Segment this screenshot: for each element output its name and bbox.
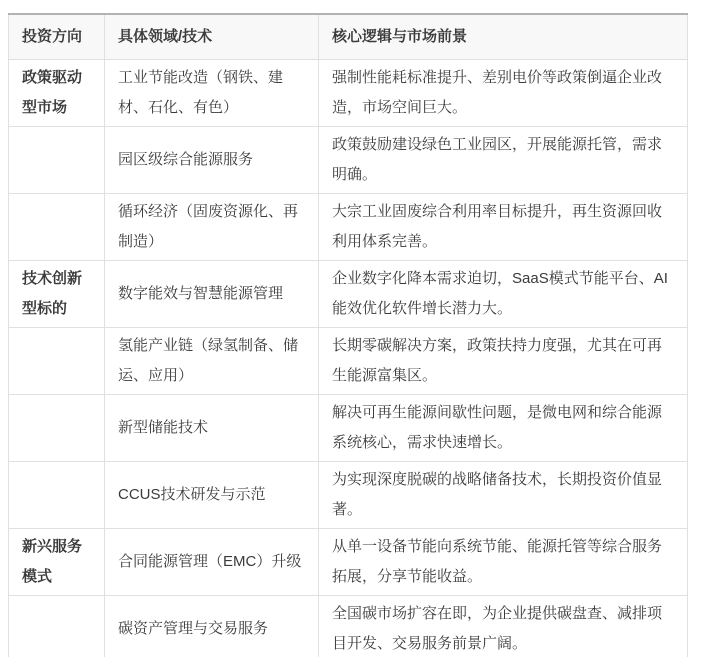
field-cell: CCUS技术研发与示范 (105, 462, 319, 529)
field-cell: 合同能源管理（EMC）升级 (105, 529, 319, 596)
category-cell (9, 127, 105, 194)
category-cell (9, 395, 105, 462)
header-cell-logic: 核心逻辑与市场前景 (319, 14, 688, 60)
table-row (9, 127, 688, 194)
table-row (9, 596, 688, 657)
table-row (9, 261, 688, 328)
logic-cell: 强制性能耗标准提升、差别电价等政策倒逼企业改造，市场空间巨大。 (319, 60, 688, 127)
table-row (9, 462, 688, 529)
table-row (9, 328, 688, 395)
category-cell (9, 328, 105, 395)
table-header-row (9, 14, 688, 60)
category-cell: 技术创新型标的 (9, 261, 105, 328)
table-row (9, 194, 688, 261)
header-cell-field: 具体领域/技术 (105, 14, 319, 60)
logic-cell: 从单一设备节能向系统节能、能源托管等综合服务拓展，分享节能收益。 (319, 529, 688, 596)
field-cell: 园区级综合能源服务 (105, 127, 319, 194)
logic-cell: 政策鼓励建设绿色工业园区，开展能源托管，需求明确。 (319, 127, 688, 194)
investment-table (8, 13, 688, 657)
field-cell: 碳资产管理与交易服务 (105, 596, 319, 657)
category-cell: 新兴服务模式 (9, 529, 105, 596)
category-cell (9, 596, 105, 657)
category-cell (9, 194, 105, 261)
table-row (9, 529, 688, 596)
logic-cell: 长期零碳解决方案，政策扶持力度强，尤其在可再生能源富集区。 (319, 328, 688, 395)
logic-cell: 大宗工业固废综合利用率目标提升，再生资源回收利用体系完善。 (319, 194, 688, 261)
logic-cell: 为实现深度脱碳的战略储备技术，长期投资价值显著。 (319, 462, 688, 529)
header-cell-direction: 投资方向 (9, 14, 105, 60)
table-row (9, 395, 688, 462)
field-cell: 新型储能技术 (105, 395, 319, 462)
logic-cell: 解决可再生能源间歇性问题，是微电网和综合能源系统核心，需求快速增长。 (319, 395, 688, 462)
field-cell: 循环经济（固废资源化、再制造） (105, 194, 319, 261)
field-cell: 数字能效与智慧能源管理 (105, 261, 319, 328)
field-cell: 工业节能改造（钢铁、建材、石化、有色） (105, 60, 319, 127)
category-cell: 政策驱动型市场 (9, 60, 105, 127)
table-row (9, 60, 688, 127)
logic-cell: 全国碳市场扩容在即，为企业提供碳盘查、减排项目开发、交易服务前景广阔。 (319, 596, 688, 657)
logic-cell: 企业数字化降本需求迫切，SaaS模式节能平台、AI能效优化软件增长潜力大。 (319, 261, 688, 328)
field-cell: 氢能产业链（绿氢制备、储运、应用） (105, 328, 319, 395)
category-cell (9, 462, 105, 529)
